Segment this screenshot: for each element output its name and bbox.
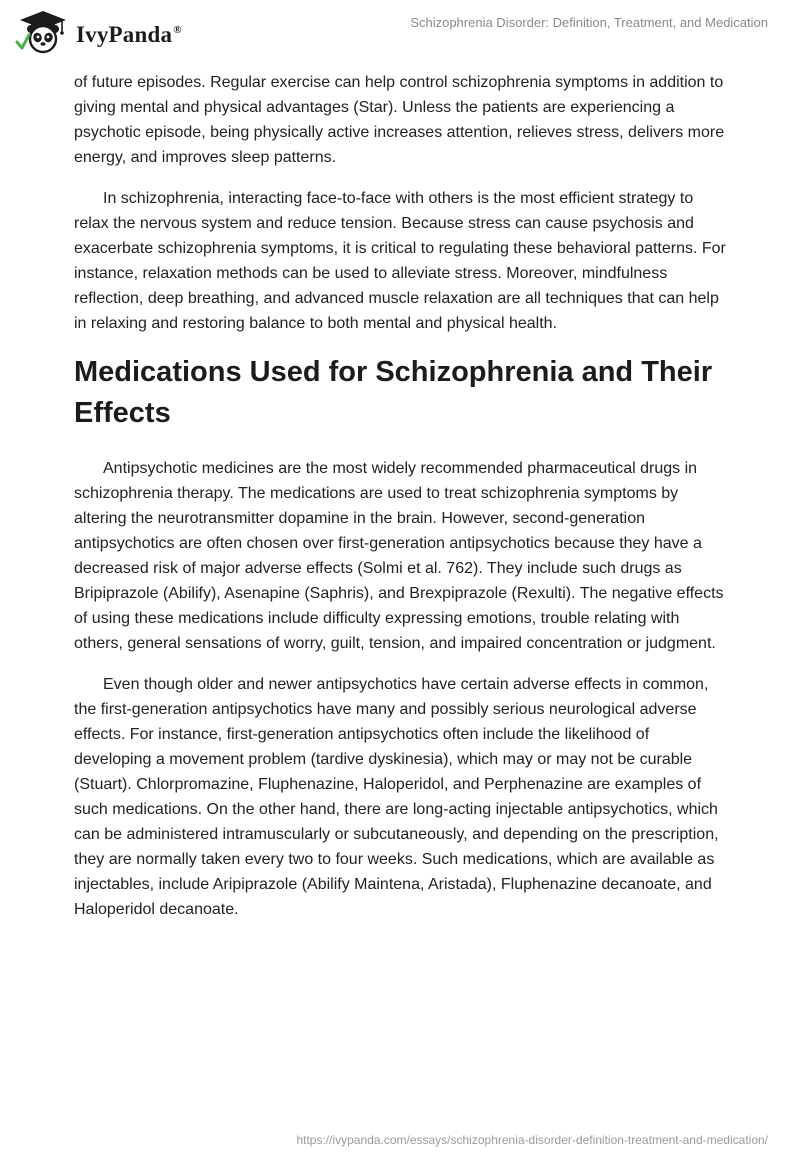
- source-url[interactable]: https://ivypanda.com/essays/schizophrenia-disorder-definition-treatment-and-medication/: [296, 1133, 768, 1147]
- panda-graduate-icon: [14, 8, 72, 59]
- paragraph: of future episodes. Regular exercise can help control schizophrenia symptoms in addition to giving mental and physical advantages (Star). Unless the patients are experiencing a psychotic episode, being physically active increases attention, relieves stress, delivers more energy, and improves sleep patterns.: [74, 74, 725, 166]
- paragraph: Even though older and newer antipsychotics have certain adverse effects in common, the first-generation antipsychotics have many and possibly serious neurological adverse effects. For instance, first-generation antipsychotics often include the likelihood of developing a movement problem (tardive dyskinesia), which may or may not be curable (Stuart). Chlorpromazine, Fluphenazine, Haloperidol, and Perphenazine are examples of such medications. On the other hand, there are long-acting injectable antipsychotics, which can be administered intramuscularly or subcutaneously, and depending on the prescription, they are normally taken every two to four weeks. Such medications, which are available as injectables, include Aripiprazole (Abilify Maintena, Aristada), Fluphenazine decanoate, and Haloperidol decanoate.: [74, 676, 719, 918]
- paragraph: In schizophrenia, interacting face-to-face with others is the most efficient strategy to relax the nervous system and reduce tension. Because stress can cause psychosis and exacerbate schizophrenia symptoms, it is critical to regulating these behavioral patterns. For instance, relaxation methods can be used to alleviate stress. Moreover, mindfulness reflection, deep breathing, and advanced muscle relaxation are all techniques that can help in relaxing and restoring balance to both mental and physical health.: [74, 190, 726, 332]
- section-heading: Medications Used for Schizophrenia and Their Effects: [74, 356, 713, 429]
- essay-body: [74, 70, 730, 938]
- paragraph: Antipsychotic medicines are the most widely recommended pharmaceutical drugs in schizophrenia therapy. The medications are used to treat schizophrenia symptoms by altering the neurotransmitter dopamine in the brain. However, second-generation antipsychotics are often chosen over first-generation antipsychotics because they have a decreased risk of major adverse effects (Solmi et al. 762). They include such drugs as Bripiprazole (Abilify), Asenapine (Saphris), and Brexpiprazole (Rexulti). The negative effects of using these medications include difficulty expressing emotions, trouble relating with others, general sensations of worry, guilt, tension, and impaired concentration or judgment.: [74, 460, 724, 652]
- page-header: [0, 0, 800, 64]
- document-title: Schizophrenia Disorder: Definition, Treatment, and Medication: [410, 15, 768, 30]
- brand-name: IvyPanda®: [76, 21, 182, 47]
- brand-logo[interactable]: [14, 8, 182, 59]
- registered-mark: ®: [173, 23, 182, 36]
